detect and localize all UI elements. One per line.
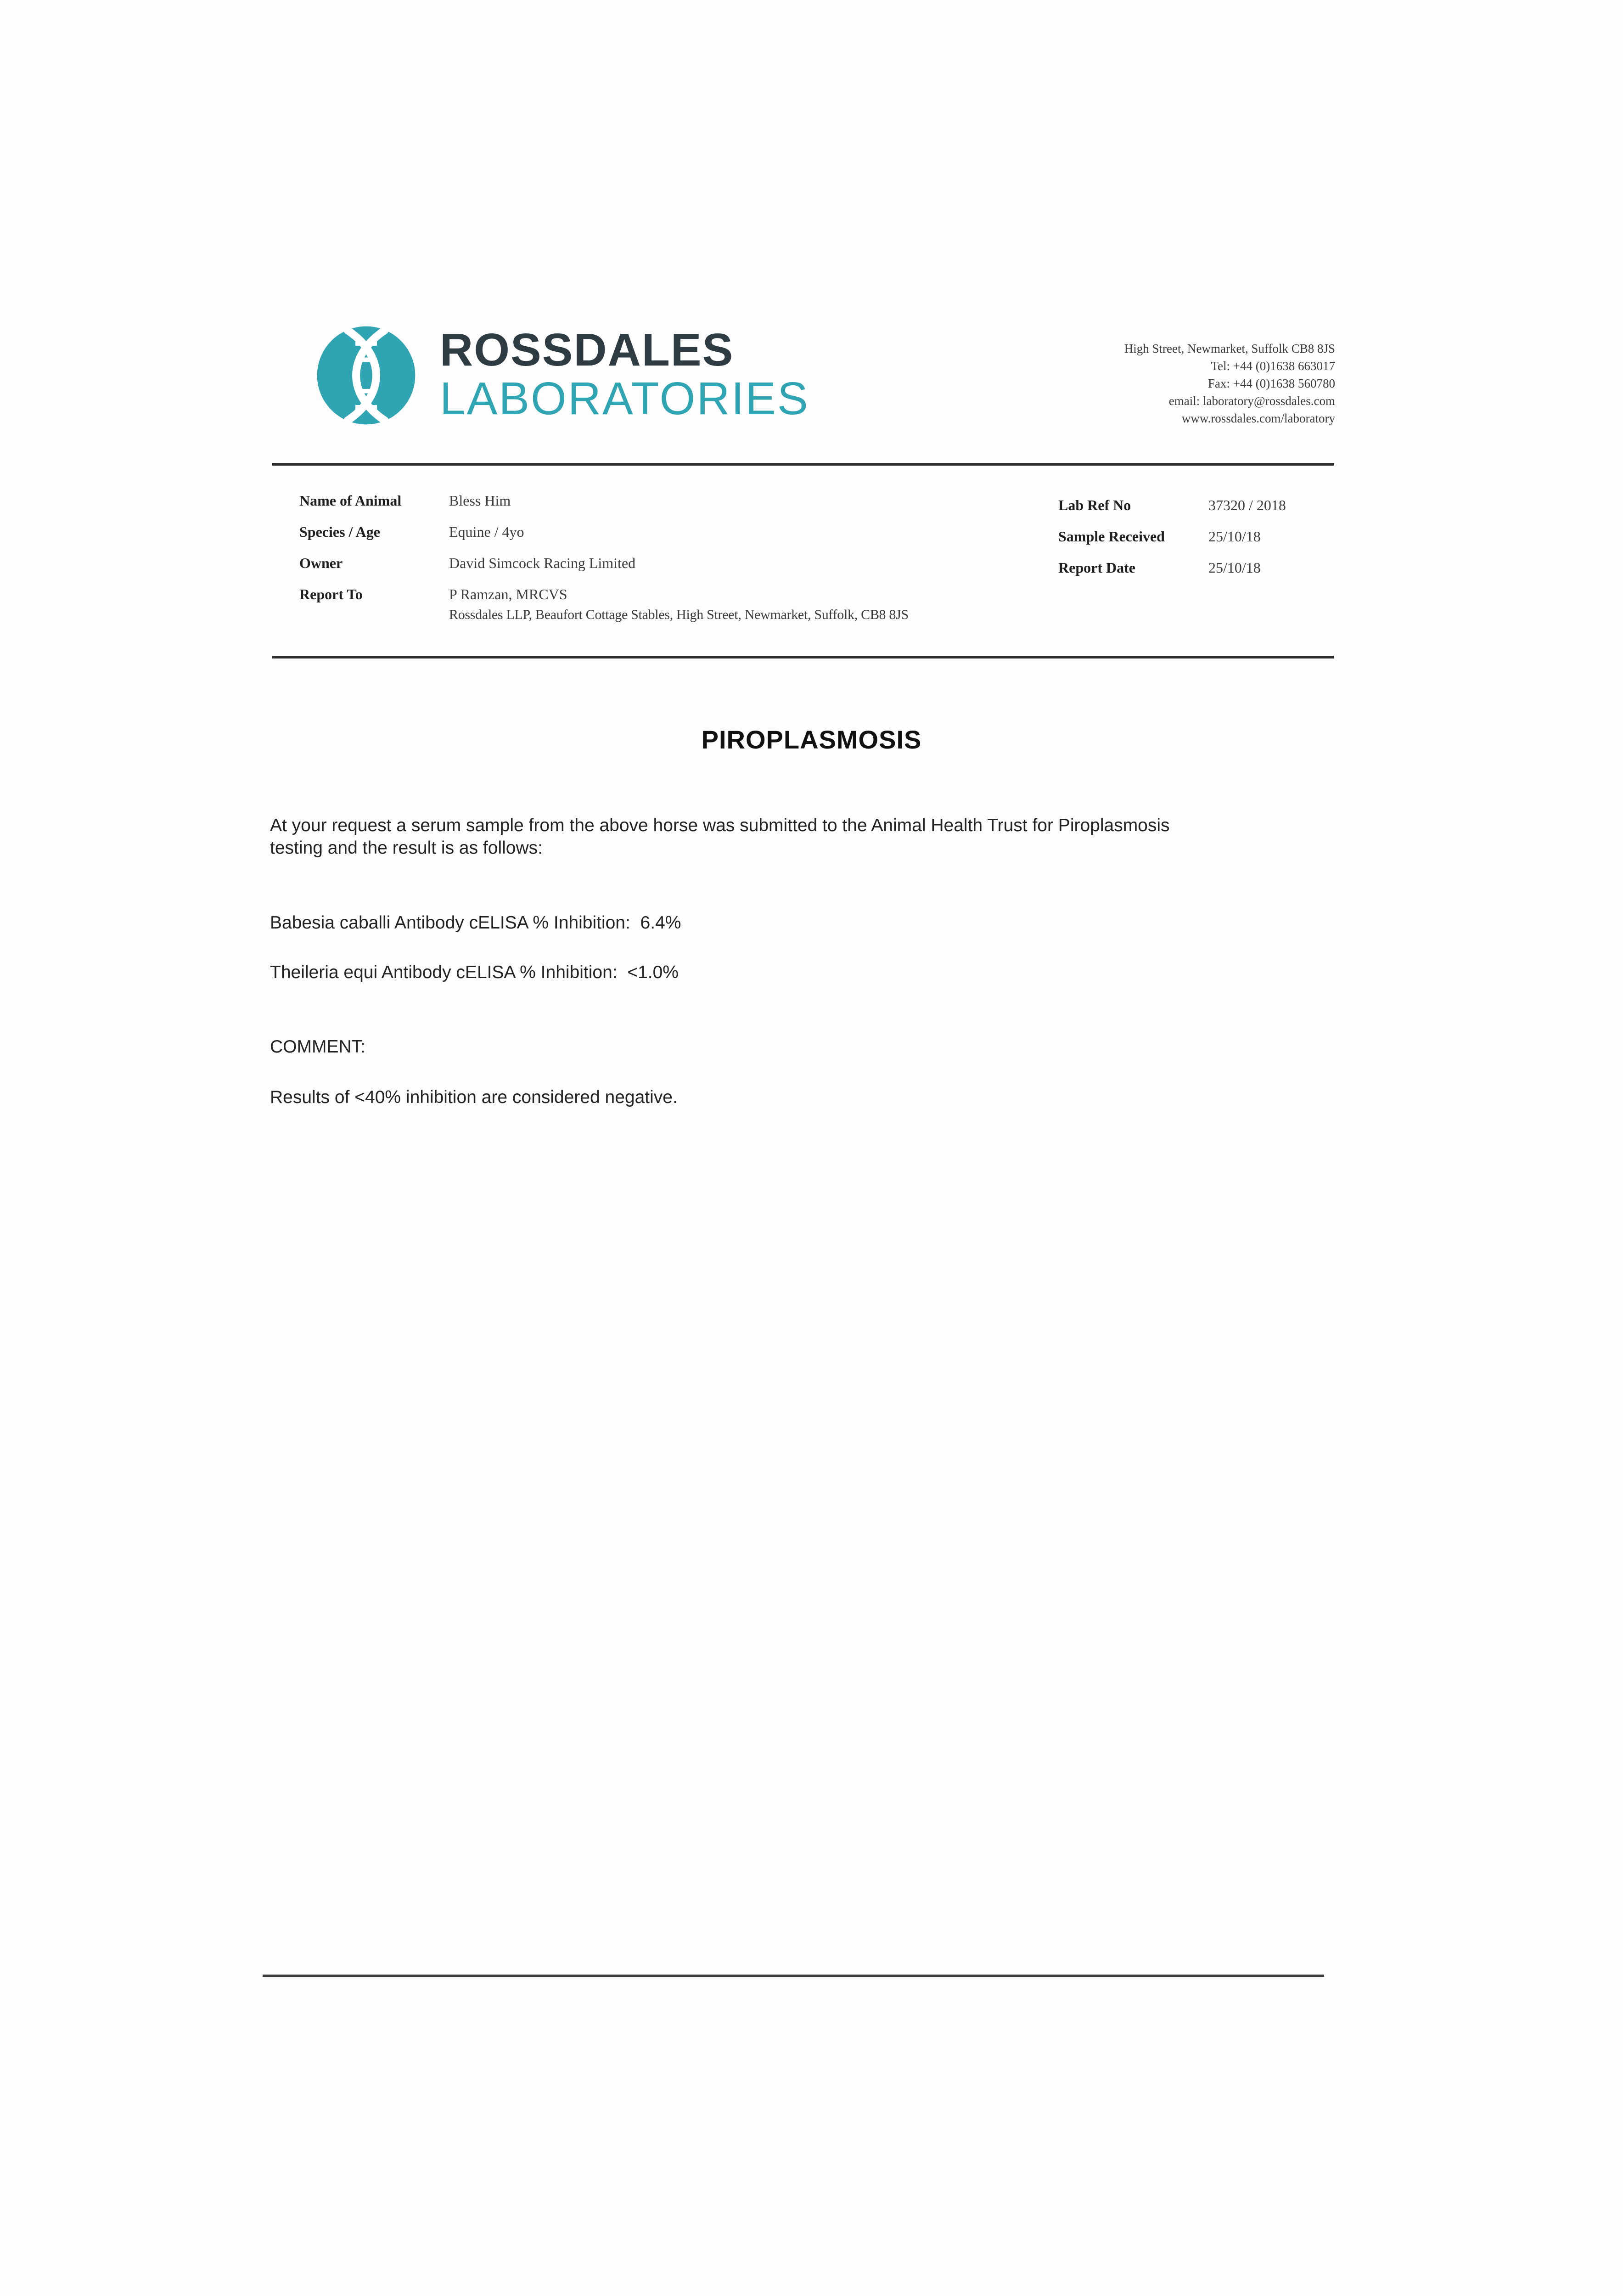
sample-received-value: 25/10/18	[1208, 528, 1261, 545]
contact-address: High Street, Newmarket, Suffolk CB8 8JS	[1124, 342, 1335, 355]
theileria-result-value: <1.0%	[627, 962, 679, 982]
contact-fax: Fax: +44 (0)1638 560780	[1208, 377, 1335, 390]
dna-helix-icon	[317, 321, 416, 429]
name-of-animal-label: Name of Animal	[299, 492, 402, 509]
report-title: PIROPLASMOSIS	[701, 725, 922, 754]
comment-text: Results of <40% inhibition are considered negative.	[270, 1087, 678, 1107]
babesia-result-value: 6.4%	[640, 913, 681, 933]
report-to-address: Rossdales LLP, Beaufort Cottage Stables, High Street, Newmarket, Suffolk, CB8 8JS	[449, 607, 909, 622]
babesia-result	[270, 912, 681, 934]
species-age-label: Species / Age	[299, 523, 380, 540]
lab-ref-label: Lab Ref No	[1058, 497, 1131, 513]
theileria-result-label: Theileria equi Antibody cELISA % Inhibition:	[270, 962, 618, 982]
brand-name: ROSSDALES	[440, 324, 734, 376]
contact-email: email: laboratory@rossdales.com	[1168, 394, 1335, 408]
lab-ref-value: 37320 / 2018	[1208, 497, 1286, 513]
babesia-result-label: Babesia caballi Antibody cELISA % Inhibition:	[270, 913, 630, 933]
owner-value: David Simcock Racing Limited	[449, 555, 636, 571]
contact-block	[1124, 340, 1335, 427]
sample-received-label: Sample Received	[1058, 528, 1165, 545]
species-age-value: Equine / 4yo	[449, 523, 524, 540]
comment-heading: COMMENT:	[270, 1037, 365, 1057]
report-to-label: Report To	[299, 586, 363, 602]
name-of-animal-value: Bless Him	[449, 492, 511, 509]
header-divider-bottom	[272, 656, 1334, 658]
report-to-name: P Ramzan, MRCVS	[449, 586, 567, 602]
theileria-result	[270, 961, 679, 984]
report-date-label: Report Date	[1058, 559, 1135, 576]
contact-tel: Tel: +44 (0)1638 663017	[1211, 359, 1335, 373]
contact-web: www.rossdales.com/laboratory	[1181, 411, 1335, 425]
intro-line-1: At your request a serum sample from the above horse was submitted to the Animal Health Trust for Piroplasmosis	[270, 816, 1170, 835]
owner-label: Owner	[299, 555, 343, 571]
footer-divider	[263, 1975, 1324, 1977]
brand-subtitle: LABORATORIES	[440, 373, 809, 424]
report-date-value: 25/10/18	[1208, 559, 1261, 576]
header-divider-top	[272, 463, 1334, 466]
intro-line-2: testing and the result is as follows:	[270, 838, 543, 858]
